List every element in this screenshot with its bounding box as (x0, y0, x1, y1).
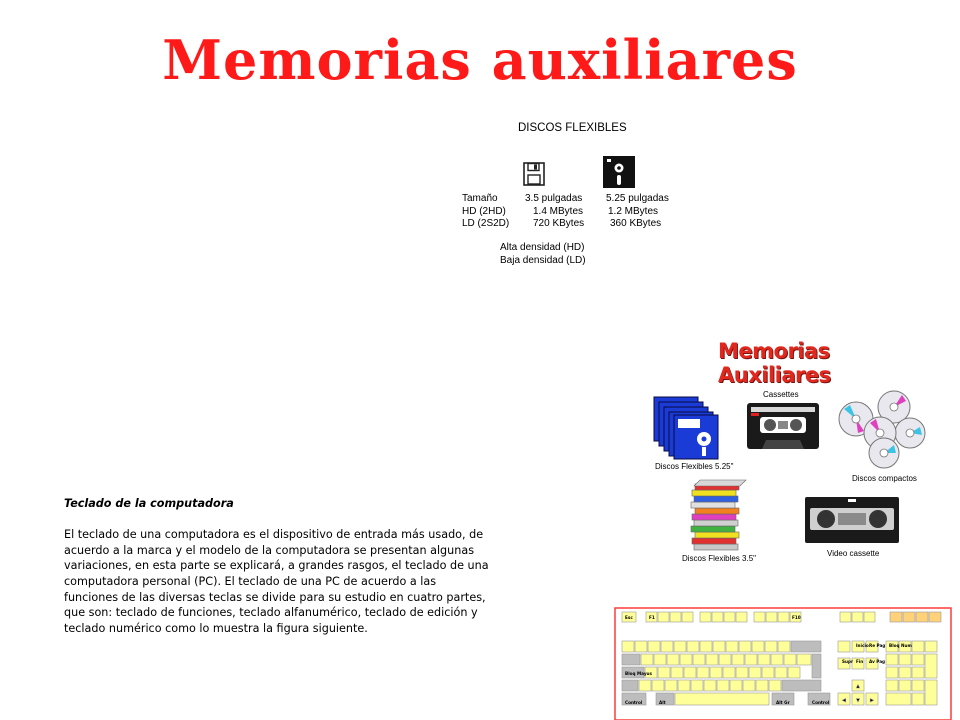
key-bloq-mayus: Bloq Mayus (625, 671, 653, 676)
keyboard-key (784, 654, 796, 665)
keyboard-key (912, 680, 924, 691)
keyboard-key (697, 667, 709, 678)
keyboard-key (899, 667, 911, 678)
keyboard-key (687, 641, 699, 652)
keyboard-key (812, 654, 821, 678)
row-size-label: Tamaño (462, 193, 498, 204)
keyboard-key (665, 680, 677, 691)
keyboard-key (912, 667, 924, 678)
keyboard-key (745, 654, 757, 665)
key-av-pag: Av Pag (869, 659, 886, 664)
floppy-disks-figure (455, 118, 695, 278)
media-figure (640, 335, 940, 570)
keyboard-key (736, 612, 747, 622)
keyboard-key (706, 654, 718, 665)
keyboard-key (712, 612, 723, 622)
keyboard-key (658, 612, 669, 622)
keyboard-key (754, 612, 765, 622)
floppy-525-stack-image (652, 395, 722, 461)
keyboard-key (765, 641, 777, 652)
keyboard-key (762, 667, 774, 678)
media-title: Memorias Auxiliares (718, 339, 831, 387)
keyboard-key (670, 612, 681, 622)
row-hd-label: HD (2HD) (462, 206, 506, 217)
keyboard-key (717, 680, 729, 691)
keyboard-key (886, 654, 898, 665)
keyboard-key (852, 612, 863, 622)
row-ld-label: LD (2S2D) (462, 218, 510, 229)
keyboard-key (639, 680, 651, 691)
keyboard-key (724, 612, 735, 622)
legend-hd: Alta densidad (HD) (500, 242, 585, 253)
keyboard-key (682, 612, 693, 622)
keyboard-key (700, 641, 712, 652)
key-esc: Esc (625, 615, 633, 620)
arrow-up-icon: ▲ (855, 684, 861, 690)
keyboard-key (710, 667, 722, 678)
keyboard-key (929, 612, 941, 622)
label-video-cassette: Video cassette (827, 549, 880, 558)
keyboard-text-block (64, 496, 489, 636)
keyboard-key (912, 641, 924, 652)
keyboard-key (641, 654, 653, 665)
keyboard-key (778, 612, 789, 622)
compact-discs-image (836, 389, 928, 471)
keyboard-key (886, 680, 898, 691)
keyboard-key (925, 654, 937, 678)
keyboard-key (769, 680, 781, 691)
keyboard-key (667, 654, 679, 665)
keyboard-key (752, 641, 764, 652)
section-body: El teclado de una computadora es el dispositivo de entrada más usado, de acuerdo a la marca y el modelo de la computadora se presentan algunas variaciones, en esta parte se explicará, a grandes rasgos, el teclado de una computadora personal (PC). El teclado de una PC de acuerdo a las funciones de las diversas teclas se divide para su estudio en cuatro partes, que son: teclado de funciones, teclado alfanumérico, teclado de edición y teclado numérico como lo muestra la figura siguiente. (64, 528, 489, 635)
key-f1: F1 (649, 615, 655, 620)
keyboard-key (925, 680, 937, 705)
key-alt-gr: Alt Gr (776, 700, 790, 705)
keyboard-key (778, 641, 790, 652)
key-control-left: Control (625, 700, 643, 705)
keyboard-key (756, 680, 768, 691)
keyboard-key (684, 667, 696, 678)
keyboard-key (674, 641, 686, 652)
label-discos-compactos: Discos compactos (852, 474, 917, 483)
video-cassette-image (804, 496, 900, 544)
keyboard-key (903, 612, 915, 622)
row-ld-35: 720 KBytes (533, 218, 585, 229)
keyboard-key (782, 680, 821, 691)
label-cassettes: Cassettes (763, 390, 799, 399)
cassette-image (746, 402, 820, 450)
keyboard-key (693, 654, 705, 665)
row-size-525: 5.25 pulgadas (606, 193, 669, 204)
keyboard-key (691, 680, 703, 691)
label-discos-35: Discos Flexibles 3.5" (682, 554, 756, 563)
arrow-left-icon: ◄ (841, 698, 847, 704)
key-bloq-num: Bloq Num (889, 643, 912, 648)
keyboard-key (700, 612, 711, 622)
row-hd-35: 1.4 MBytes (533, 206, 584, 217)
keyboard-key (713, 641, 725, 652)
keyboard-key (675, 693, 769, 705)
row-ld-525: 360 KBytes (610, 218, 662, 229)
keyboard-key (661, 641, 673, 652)
row-size-35: 3.5 pulgadas (525, 193, 583, 204)
keyboard-key (925, 641, 937, 652)
keyboard-key (749, 667, 761, 678)
keyboard-key (899, 680, 911, 691)
keyboard-diagram (614, 607, 952, 720)
keyboard-key (622, 641, 634, 652)
keyboard-key (912, 693, 924, 705)
keyboard-key (678, 680, 690, 691)
floppy-35-icon (523, 162, 545, 186)
key-inicio: Inicio (856, 643, 869, 648)
keyboard-key (788, 667, 800, 678)
keyboard-key (840, 612, 851, 622)
page-title: Memorias auxiliares (162, 28, 798, 92)
keyboard-key (648, 641, 660, 652)
keyboard-key (766, 612, 777, 622)
key-re-pag: Re Pag (869, 643, 886, 648)
arrow-down-icon: ▼ (855, 698, 861, 704)
keyboard-key (671, 667, 683, 678)
keyboard-key (732, 654, 744, 665)
keyboard-key (886, 693, 911, 705)
key-f10: F10 (792, 615, 801, 620)
keyboard-key (622, 654, 640, 665)
keyboard-key (899, 654, 911, 665)
keyboard-key (652, 680, 664, 691)
keyboard-key (622, 680, 638, 691)
keyboard-key (680, 654, 692, 665)
keyboard-key (758, 654, 770, 665)
keyboard-key (886, 667, 898, 678)
keyboard-key (771, 654, 783, 665)
legend-ld: Baja densidad (LD) (500, 255, 586, 266)
keyboard-key (890, 612, 902, 622)
keyboard-key (723, 667, 735, 678)
keyboard-key (658, 667, 670, 678)
keyboard-key (838, 641, 850, 652)
section-heading: Teclado de la computadora (64, 497, 234, 510)
keyboard-key (730, 680, 742, 691)
key-control-right: Control (812, 700, 830, 705)
key-fin: Fin (856, 659, 864, 664)
keyboard-key (912, 654, 924, 665)
keyboard-key (635, 641, 647, 652)
keyboard-key (864, 612, 875, 622)
keyboard-key (704, 680, 716, 691)
floppy-heading: DISCOS FLEXIBLES (518, 122, 627, 134)
keyboard-key (654, 654, 666, 665)
keyboard-key (775, 667, 787, 678)
floppy-525-icon (603, 156, 635, 188)
key-supr: Supr (842, 659, 854, 664)
row-hd-525: 1.2 MBytes (608, 206, 659, 217)
keyboard-key (916, 612, 928, 622)
floppy-35-stack-image (686, 478, 752, 554)
keyboard-key (736, 667, 748, 678)
label-discos-525: Discos Flexibles 5.25" (655, 462, 734, 471)
keyboard-key (791, 641, 821, 652)
keyboard-key (739, 641, 751, 652)
keyboard-key (797, 654, 811, 665)
keyboard-key (743, 680, 755, 691)
arrow-right-icon: ► (869, 698, 875, 704)
keyboard-key (726, 641, 738, 652)
key-alt: Alt (659, 700, 666, 705)
keyboard-key (719, 654, 731, 665)
